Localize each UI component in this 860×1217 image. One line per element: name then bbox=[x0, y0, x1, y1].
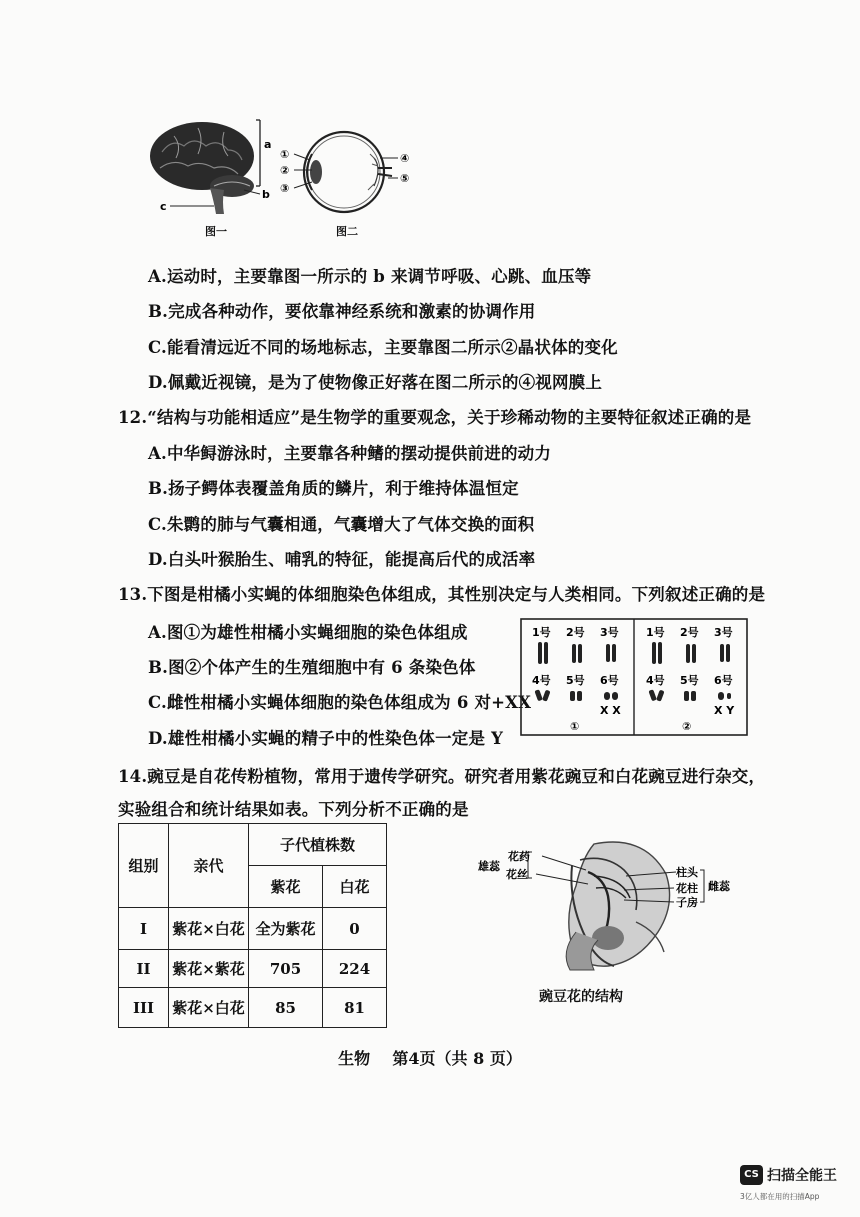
header-purple: 紫花 bbox=[249, 866, 323, 908]
k2-mark: ② bbox=[682, 720, 692, 733]
k1-sex: X X bbox=[600, 704, 621, 717]
k1-label-6: 6号 bbox=[600, 674, 619, 687]
q13-option-c: C.雌性柑橘小实蝇体细胞的染色体组成为 6 对+XX bbox=[148, 693, 532, 712]
q12-option-c: C.朱鹮的肺与气囊相通，气囊增大了气体交换的面积 bbox=[148, 515, 535, 534]
k2-chromosomes bbox=[648, 642, 731, 702]
q13-option-b: B.图②个体产生的生殖细胞中有 6 条染色体 bbox=[148, 658, 476, 677]
flower-caption: 豌豆花的结构 bbox=[539, 989, 623, 1005]
q11-option-d: D.佩戴近视镜，是为了使物像正好落在图二所示的④视网膜上 bbox=[148, 373, 603, 392]
header-offspring: 子代植株数 bbox=[249, 824, 387, 866]
page-footer: 生物 第4页（共 8 页） bbox=[338, 1049, 522, 1068]
row3-white: 81 bbox=[323, 988, 387, 1028]
flower-label-filament: 花丝 bbox=[506, 868, 528, 881]
brain-label-c: c bbox=[160, 200, 167, 213]
q13-option-d: D.雄性柑橘小实蝇的精子中的性染色体一定是 Y bbox=[148, 729, 504, 748]
k2-label-2: 2号 bbox=[680, 626, 699, 639]
brain-caption: 图一 bbox=[205, 225, 227, 238]
q12-option-d: D.白头叶猴胎生、哺乳的特征，能提高后代的成活率 bbox=[148, 550, 536, 569]
header-parents: 亲代 bbox=[169, 824, 249, 908]
k1-label-5: 5号 bbox=[566, 674, 585, 687]
q14-stem-line2: 实验组合和统计结果如表。下列分析不正确的是 bbox=[118, 800, 469, 819]
flower-label-style: 花柱 bbox=[676, 882, 698, 895]
row3-purple: 85 bbox=[249, 988, 323, 1028]
header-white: 白花 bbox=[323, 866, 387, 908]
watermark-title: 扫描全能王 bbox=[767, 1168, 837, 1184]
q14-stem-line1: 14.豌豆是自花传粉植物，常用于遗传学研究。研究者用紫花豌豆和白花豌豆进行杂交， bbox=[118, 767, 766, 786]
q12-option-b: B.扬子鳄体表覆盖角质的鳞片，利于维持体温恒定 bbox=[148, 479, 519, 498]
q12-stem: 12.“结构与功能相适应”是生物学的重要观念，关于珍稀动物的主要特征叙述正确的是 bbox=[118, 408, 752, 427]
q13-stem: 13.下图是柑橘小实蝇的体细胞染色体组成，其性别决定与人类相同。下列叙述正确的是 bbox=[118, 585, 766, 604]
k2-label-4: 4号 bbox=[646, 674, 665, 687]
k2-sex: X Y bbox=[714, 704, 735, 717]
row2-white: 224 bbox=[323, 950, 387, 988]
q11-option-b: B.完成各种动作，要依靠神经系统和激素的协调作用 bbox=[148, 302, 536, 321]
pea-cross-table bbox=[118, 823, 387, 1028]
q12-option-a: A.中华鲟游泳时，主要靠各种鳍的摆动提供前进的动力 bbox=[148, 444, 552, 463]
row2-parents: 紫花×紫花 bbox=[169, 950, 249, 988]
row1-parents: 紫花×白花 bbox=[169, 908, 249, 950]
eye-label-3: ③ bbox=[280, 182, 290, 195]
table-row bbox=[119, 908, 387, 950]
flower-label-pistil: 雌蕊 bbox=[708, 880, 730, 893]
k1-mark: ① bbox=[570, 720, 580, 733]
k2-label-6: 6号 bbox=[714, 674, 733, 687]
pea-flower-figure bbox=[476, 836, 730, 976]
brain-figure bbox=[140, 112, 280, 232]
row1-group: I bbox=[119, 908, 169, 950]
table-row bbox=[119, 950, 387, 988]
k1-label-2: 2号 bbox=[566, 626, 585, 639]
watermark-subtitle: 3亿人都在用的扫描App bbox=[740, 1192, 820, 1201]
k2-label-1: 1号 bbox=[646, 626, 665, 639]
eye-label-2: ② bbox=[280, 164, 290, 177]
header-group: 组别 bbox=[119, 824, 169, 908]
q11-option-c: C.能看清远近不同的场地标志，主要靠图二所示②晶状体的变化 bbox=[148, 338, 618, 357]
row3-parents: 紫花×白花 bbox=[169, 988, 249, 1028]
table-header-row bbox=[119, 824, 387, 866]
eye-label-5: ⑤ bbox=[400, 172, 410, 185]
k1-label-4: 4号 bbox=[532, 674, 551, 687]
row2-purple: 705 bbox=[249, 950, 323, 988]
flower-label-ovary: 子房 bbox=[676, 896, 698, 909]
table-row bbox=[119, 988, 387, 1028]
row3-group: III bbox=[119, 988, 169, 1028]
brain-label-a: a bbox=[264, 138, 272, 151]
k2-label-3: 3号 bbox=[714, 626, 733, 639]
row1-white: 0 bbox=[323, 908, 387, 950]
eye-figure bbox=[274, 124, 414, 224]
scanner-logo-icon: CS bbox=[740, 1165, 763, 1185]
brain-label-b: b bbox=[262, 188, 270, 201]
k1-label-1: 1号 bbox=[532, 626, 551, 639]
flower-label-stigma: 柱头 bbox=[676, 866, 698, 879]
row2-group: II bbox=[119, 950, 169, 988]
row1-purple: 全为紫花 bbox=[249, 908, 323, 950]
eye-caption: 图二 bbox=[336, 225, 358, 238]
k2-label-5: 5号 bbox=[680, 674, 699, 687]
karyotype-figure bbox=[520, 618, 748, 736]
eye-label-4: ④ bbox=[400, 152, 410, 165]
q13-option-a: A.图①为雄性柑橘小实蝇细胞的染色体组成 bbox=[148, 623, 468, 642]
flower-label-anther: 花药 bbox=[508, 850, 530, 863]
flower-label-stamen: 雄蕊 bbox=[478, 860, 500, 873]
eye-label-1: ① bbox=[280, 148, 290, 161]
k1-label-3: 3号 bbox=[600, 626, 619, 639]
q11-option-a: A.运动时，主要靠图一所示的 b 来调节呼吸、心跳、血压等 bbox=[148, 267, 592, 286]
k1-chromosomes bbox=[534, 642, 618, 702]
